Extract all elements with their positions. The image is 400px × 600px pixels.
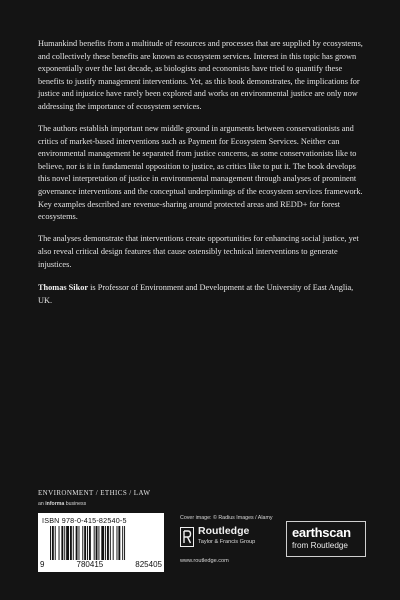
cover-image-credit: Cover image: © Radius Images / Alamy bbox=[180, 515, 273, 521]
barcode-digit-group: 9 bbox=[40, 560, 45, 569]
publisher-group: Taylor & Francis Group bbox=[198, 539, 256, 545]
barcode-bar bbox=[89, 526, 91, 560]
publisher-url: www.routledge.com bbox=[180, 558, 229, 564]
barcode-bar bbox=[124, 526, 125, 560]
imprint-sub: from Routledge bbox=[292, 541, 348, 550]
barcode-bar bbox=[70, 526, 72, 560]
earthscan-logo bbox=[286, 521, 366, 557]
barcode-bar bbox=[105, 526, 106, 560]
informa-suffix: business bbox=[64, 501, 87, 507]
barcode-bar bbox=[73, 526, 74, 560]
barcode-bar bbox=[96, 526, 98, 560]
barcode-bar bbox=[50, 526, 51, 560]
barcode-bar bbox=[94, 526, 95, 560]
barcode-bar bbox=[101, 526, 104, 560]
barcode-bar bbox=[110, 526, 111, 560]
blurb-paragraph-2: The authors establish important new middle ground in arguments between conservationists and critics of market-based interventions such as Payment for Ecosystem Services. Neither can environmental management be separated from justice concerns, as some conservationists like to believe, nor is it in fundamental opposition to justice, as critics like to put it. The book develops this novel interpretation of justice in environmental management through analyses of prominent governance interventions and the conceptual underpinnings of the ecosystem services framework. Key examples described are revenue-sharing around protected areas and REDD+ for forest ecosystems. bbox=[38, 124, 363, 222]
barcode-bar bbox=[118, 526, 120, 560]
publisher-name: Routledge bbox=[198, 525, 250, 537]
informa-business-label bbox=[38, 501, 86, 507]
barcode-bar bbox=[98, 526, 99, 560]
barcode-bar bbox=[107, 526, 109, 560]
barcode-bar bbox=[122, 526, 123, 560]
isbn-text: ISBN 978-0-415-82540-5 bbox=[42, 516, 127, 525]
barcode-bar bbox=[87, 526, 88, 560]
informa-brand: informa bbox=[45, 501, 65, 507]
author-bio bbox=[38, 282, 364, 307]
barcode-bar bbox=[79, 526, 80, 560]
barcode bbox=[38, 513, 164, 572]
blurb-paragraph-1: Humankind benefits from a multitude of resources and processes that are supplied by ecosystems, and collectively these benefits are known as ecosystem services. Interest in this topic has grown exponentially over the last decade, as biologists and economists have tried to quantify these benefits to justify management interventions. Yet, as this book demonstrates, the implications for justice and injustice have rarely been explored and works on environmental justice are only now addressing the importance of ecosystem services. bbox=[38, 39, 363, 111]
barcode-bar bbox=[59, 526, 60, 560]
barcode-bars bbox=[50, 526, 154, 560]
barcode-bar bbox=[64, 526, 65, 560]
informa-prefix: an bbox=[38, 501, 46, 507]
barcode-digit-group: 780415 bbox=[76, 560, 104, 569]
barcode-bar bbox=[66, 526, 69, 560]
blurb-paragraph-3: The analyses demonstrate that interventions create opportunities for enhancing social justice, yet also reveal critical design features that cause ostensibly technical interventions to generate injustices. bbox=[38, 234, 359, 269]
barcode-bar bbox=[113, 526, 114, 560]
barcode-bar bbox=[52, 526, 54, 560]
barcode-bar bbox=[84, 526, 86, 560]
barcode-bar bbox=[82, 526, 83, 560]
barcode-bar bbox=[55, 526, 56, 560]
barcode-digit-group: 825405 bbox=[135, 560, 162, 569]
barcode-digits bbox=[40, 560, 162, 569]
author-name: Thomas Sikor bbox=[38, 283, 89, 293]
routledge-logo-icon bbox=[180, 527, 194, 547]
barcode-bar bbox=[76, 526, 78, 560]
imprint-name: earthscan bbox=[292, 525, 351, 540]
barcode-bar bbox=[61, 526, 63, 560]
series-label: ENVIRONMENT / ETHICS / LAW bbox=[38, 489, 151, 497]
author-bio-text: is Professor of Environment and Development at the University of East Anglia, UK. bbox=[38, 283, 354, 305]
barcode-bar bbox=[117, 526, 118, 560]
blurb-text bbox=[38, 38, 364, 317]
